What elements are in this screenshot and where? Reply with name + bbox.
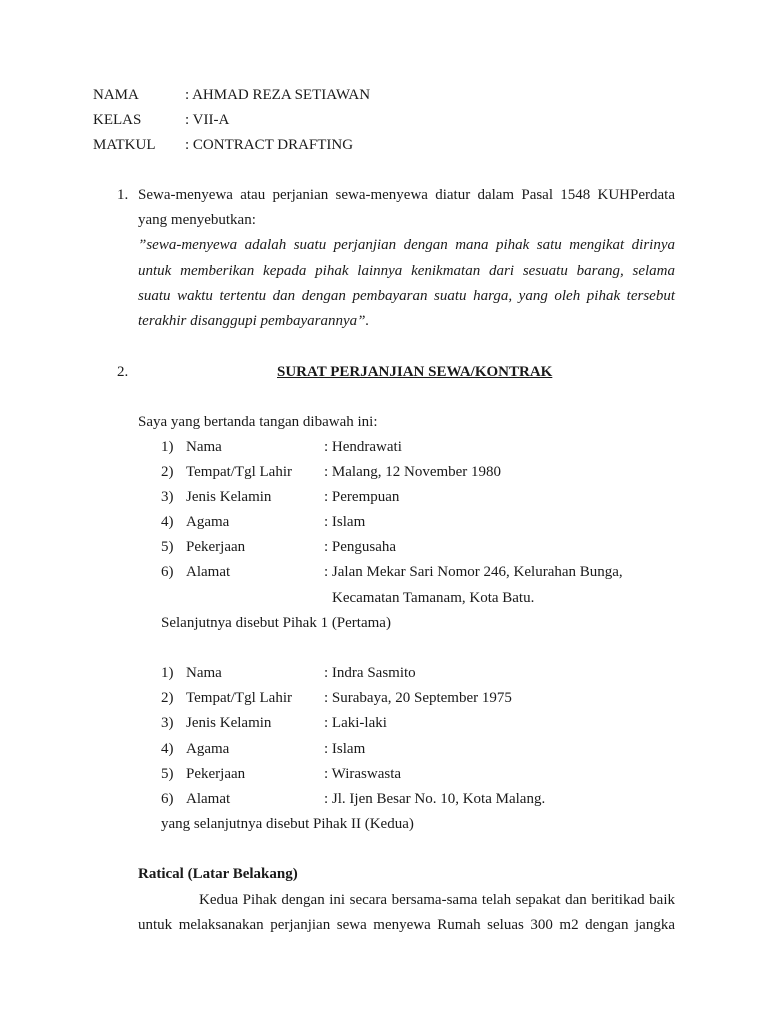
party2-field-num: 1) — [161, 665, 174, 681]
q2-number: 2. — [117, 364, 129, 380]
matkul-label: MATKUL — [93, 137, 156, 153]
party2-field-label: Pekerjaan — [186, 766, 246, 782]
q1-quote-line: untuk memberikan kepada pihak lainnya kenikmatan dari sesuatu barang, selama — [138, 263, 675, 279]
nama-label: NAMA — [93, 87, 139, 103]
party1-field-num: 1) — [161, 439, 174, 455]
contract-intro: Saya yang bertanda tangan dibawah ini: — [138, 414, 378, 430]
party2-field-value: : Jl. Ijen Besar No. 10, Kota Malang. — [324, 791, 546, 807]
party1-field-value: : Malang, 12 November 1980 — [324, 464, 502, 480]
party1-note: Selanjutnya disebut Pihak 1 (Pertama) — [161, 615, 391, 631]
q1-number: 1. — [117, 187, 129, 203]
party1-field-num: 5) — [161, 539, 174, 555]
party1-field-label: Nama — [186, 439, 222, 455]
party2-field-num: 4) — [161, 741, 174, 757]
party1-field-num: 3) — [161, 489, 174, 505]
contract-title: SURAT PERJANJIAN SEWA/KONTRAK — [277, 364, 553, 380]
nama-value: : AHMAD REZA SETIAWAN — [185, 87, 371, 103]
recital-line: untuk melaksanakan perjanjian sewa menyewa Rumah seluas 300 m2 dengan jangka — [138, 917, 675, 933]
q1-quote-line: suatu waktu tertentu dan dengan pembayaran suatu harga, yang oleh pihak tersebut — [138, 288, 675, 304]
party2-field-value: : Indra Sasmito — [324, 665, 416, 681]
party2-field-label: Jenis Kelamin — [186, 715, 272, 731]
party2-field-num: 5) — [161, 766, 174, 782]
kelas-label: KELAS — [93, 112, 142, 128]
party1-address-continued: Kecamatan Tamanam, Kota Batu. — [332, 590, 535, 606]
party1-field-value: : Perempuan — [324, 489, 400, 505]
q1-line: Sewa-menyewa atau perjanian sewa-menyewa diatur dalam Pasal 1548 KUHPerdata — [138, 187, 675, 203]
party2-field-label: Alamat — [186, 791, 231, 807]
recital-line: Kedua Pihak dengan ini secara bersama-sama telah sepakat dan beritikad baik — [199, 892, 675, 908]
party2-field-label: Agama — [186, 741, 230, 757]
party2-field-label: Tempat/Tgl Lahir — [186, 690, 292, 706]
party1-field-label: Pekerjaan — [186, 539, 246, 555]
party1-field-num: 4) — [161, 514, 174, 530]
party1-field-label: Alamat — [186, 564, 231, 580]
party2-field-label: Nama — [186, 665, 222, 681]
q1-quote-line: ”sewa-menyewa adalah suatu perjanjian dengan mana pihak satu mengikat dirinya — [138, 237, 675, 253]
matkul-value: : CONTRACT DRAFTING — [185, 137, 354, 153]
party2-field-num: 2) — [161, 690, 174, 706]
party1-field-value: : Hendrawati — [324, 439, 402, 455]
party1-field-value: : Islam — [324, 514, 366, 530]
party1-field-value: : Jalan Mekar Sari Nomor 246, Kelurahan Bunga, — [324, 564, 623, 580]
party2-field-num: 3) — [161, 715, 174, 731]
party2-field-value: : Islam — [324, 741, 366, 757]
party2-note: yang selanjutnya disebut Pihak II (Kedua) — [161, 816, 414, 832]
party1-field-num: 2) — [161, 464, 174, 480]
party1-field-label: Jenis Kelamin — [186, 489, 272, 505]
party2-field-value: : Laki-laki — [324, 715, 387, 731]
q1-line: yang menyebutkan: — [138, 212, 256, 228]
party1-field-label: Agama — [186, 514, 230, 530]
party1-field-label: Tempat/Tgl Lahir — [186, 464, 292, 480]
kelas-value: : VII-A — [185, 112, 230, 128]
party1-field-value: : Pengusaha — [324, 539, 397, 555]
party2-field-value: : Wiraswasta — [324, 766, 402, 782]
q1-quote-line: terakhir disanggupi pembayarannya”. — [138, 313, 370, 329]
party2-field-value: : Surabaya, 20 September 1975 — [324, 690, 512, 706]
party1-field-num: 6) — [161, 564, 174, 580]
party2-field-num: 6) — [161, 791, 174, 807]
recital-heading: Ratical (Latar Belakang) — [138, 866, 298, 882]
